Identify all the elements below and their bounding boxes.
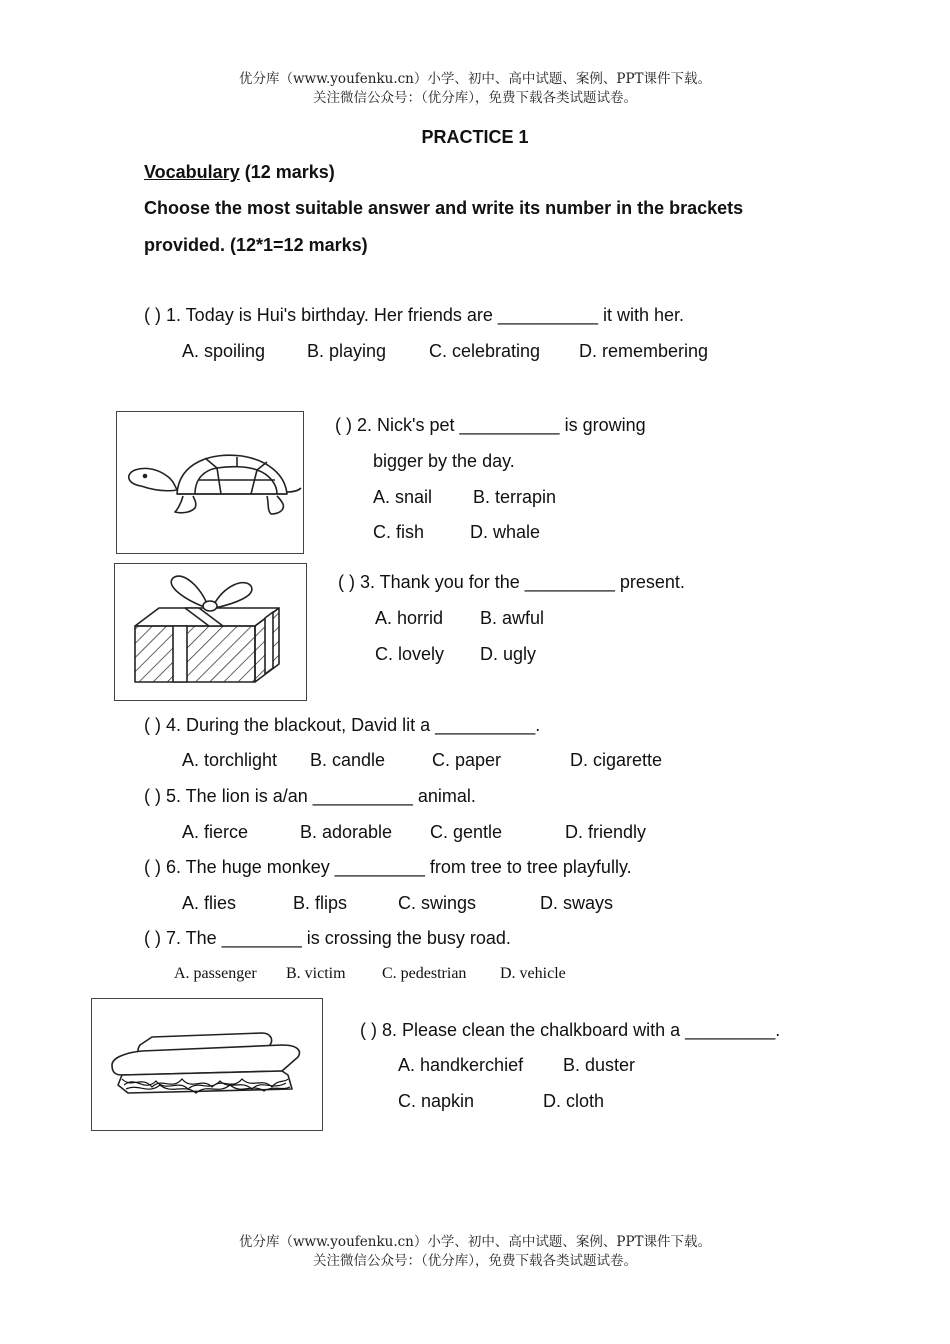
duster-icon	[92, 999, 322, 1130]
instructions-line-2: provided. (12*1=12 marks)	[144, 235, 368, 255]
question-8-option-a: A. handkerchief	[398, 1055, 524, 1075]
section-heading	[144, 162, 335, 183]
question-3-option-b: B. awful	[480, 608, 545, 628]
question-6-option-c: C. swings	[398, 893, 477, 913]
page-title: PRACTICE 1	[421, 127, 529, 147]
question-3-option-c: C. lovely	[375, 644, 445, 664]
present-picture	[114, 563, 307, 701]
header-line-2: 关注微信公众号：（优分库），免费下载各类试题试卷。	[313, 90, 637, 106]
question-5-option-b: B. adorable	[300, 822, 393, 842]
question-1-option-d: D. remembering	[579, 341, 709, 361]
footer-line-2: 关注微信公众号：（优分库），免费下载各类试题试卷。	[313, 1253, 637, 1269]
gift-icon	[115, 564, 306, 700]
question-7-stem: ( ) 7. The ________ is crossing the busy road.	[144, 928, 511, 948]
question-4-option-a: A. torchlight	[182, 750, 278, 770]
question-7-option-b: B. victim	[286, 965, 346, 982]
question-7-option-a: A. passenger	[174, 965, 257, 982]
question-4-option-c: C. paper	[432, 750, 502, 770]
question-2-stem: ( ) 2. Nick's pet __________ is growing	[335, 415, 646, 435]
question-8-option-d: D. cloth	[543, 1091, 605, 1111]
question-3-option-a: A. horrid	[375, 608, 444, 628]
question-1-stem: ( ) 1. Today is Hui's birthday. Her friends are __________ it with her.	[144, 305, 685, 325]
question-6-stem: ( ) 6. The huge monkey _________ from tree to tree playfully.	[144, 857, 632, 877]
question-4-option-d: D. cigarette	[570, 750, 663, 770]
question-6-option-d: D. sways	[540, 893, 614, 913]
question-1-option-c: C. celebrating	[429, 341, 541, 361]
question-1-option-b: B. playing	[307, 341, 387, 361]
question-1-option-a: A. spoiling	[182, 341, 266, 361]
terrapin-icon	[117, 412, 303, 553]
section-name: Vocabulary	[144, 162, 240, 182]
question-7-option-c: C. pedestrian	[382, 965, 467, 982]
question-2-stem-continued: bigger by the day.	[373, 451, 515, 471]
question-3-stem: ( ) 3. Thank you for the _________ present.	[338, 572, 685, 592]
question-5-option-c: C. gentle	[430, 822, 503, 842]
question-5-option-a: A. fierce	[182, 822, 249, 842]
section-marks: (12 marks)	[239, 162, 335, 182]
question-2-option-d: D. whale	[470, 522, 541, 542]
question-5-option-d: D. friendly	[565, 822, 647, 842]
question-8-option-b: B. duster	[563, 1055, 636, 1075]
terrapin-picture	[116, 411, 304, 554]
question-5-stem: ( ) 5. The lion is a/an __________ animal.	[144, 786, 476, 806]
question-4-stem: ( ) 4. During the blackout, David lit a __________.	[144, 715, 541, 735]
question-6-option-b: B. flips	[293, 893, 348, 913]
instructions-line-1: Choose the most suitable answer and write its number in the brackets	[144, 198, 744, 218]
question-8-stem: ( ) 8. Please clean the chalkboard with a _________.	[360, 1020, 781, 1040]
question-8-option-c: C. napkin	[398, 1091, 475, 1111]
footer-line-1: 优分库（www.youfenku.cn）小学、初中、高中试题、案例、PPT课件下载。	[238, 1234, 712, 1250]
question-7-option-d: D. vehicle	[500, 965, 566, 982]
header-line-1: 优分库（www.youfenku.cn）小学、初中、高中试题、案例、PPT课件下载。	[238, 71, 712, 87]
question-2-option-b: B. terrapin	[473, 487, 557, 507]
question-3-option-d: D. ugly	[480, 644, 537, 664]
duster-picture	[91, 998, 323, 1131]
question-2-option-c: C. fish	[373, 522, 425, 542]
question-2-option-a: A. snail	[373, 487, 433, 507]
question-4-option-b: B. candle	[310, 750, 386, 770]
question-6-option-a: A. flies	[182, 893, 237, 913]
